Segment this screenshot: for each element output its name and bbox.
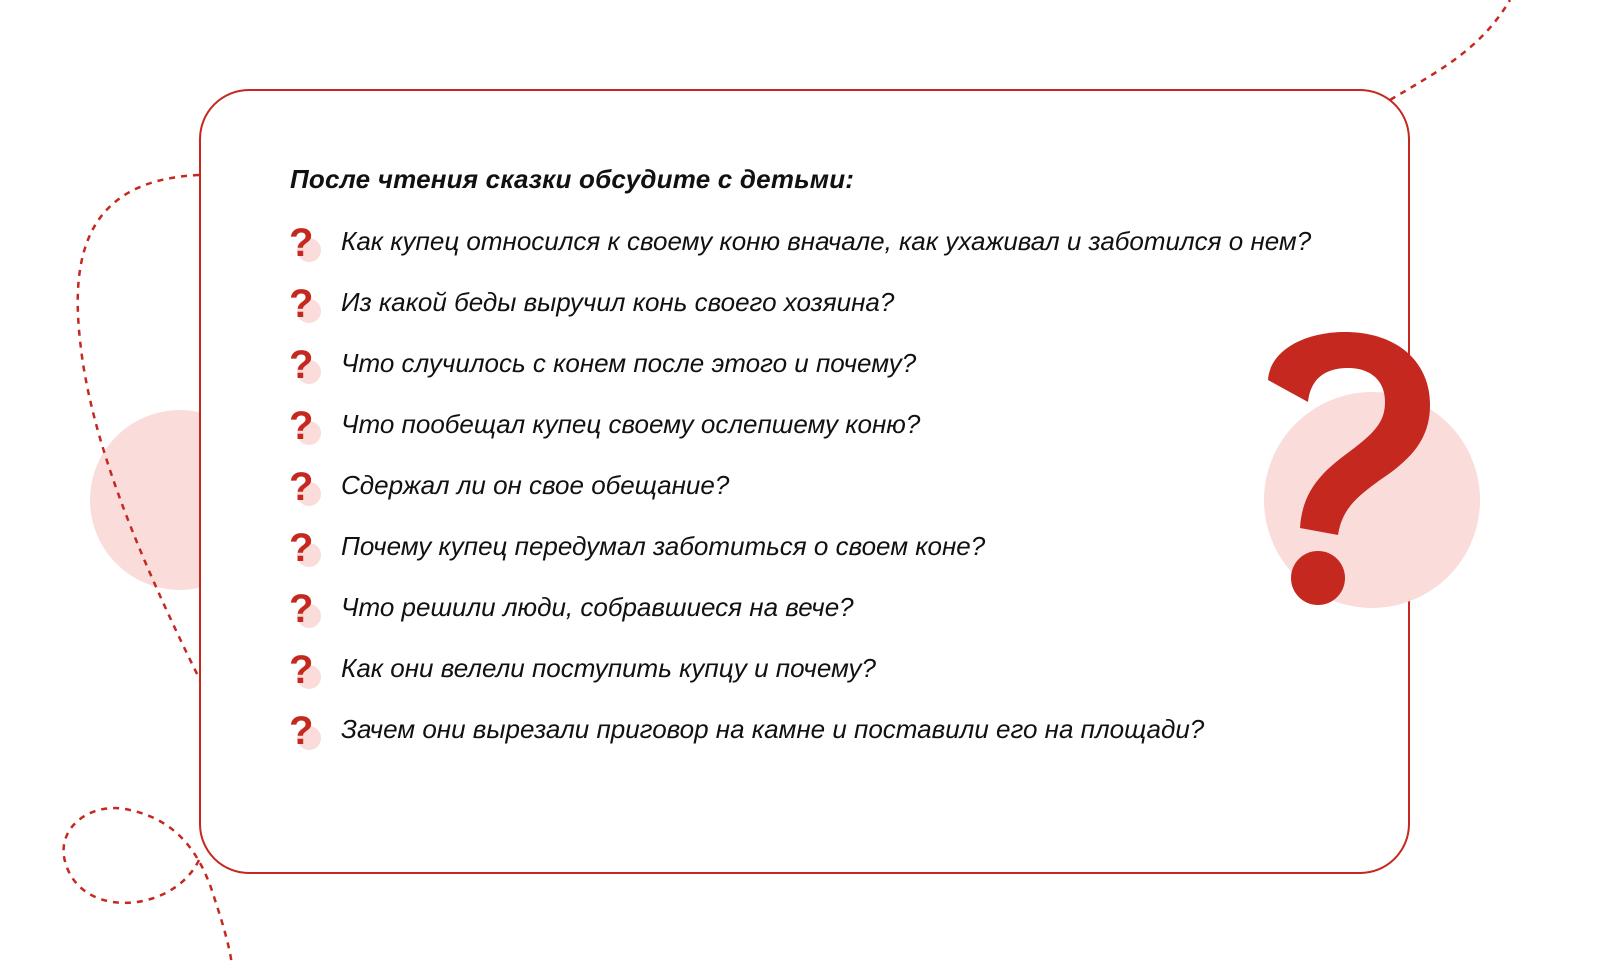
question-text: Как купец относился к своему коню вначале, как ухаживал и заботился о нем? xyxy=(341,226,1312,256)
dashed-line-top-right xyxy=(1390,0,1510,100)
list-item xyxy=(287,588,1337,631)
question-mark-icon xyxy=(287,588,321,632)
large-question-mark-icon xyxy=(1250,330,1480,620)
question-mark-icon xyxy=(287,527,321,571)
question-mark-icon xyxy=(287,283,321,327)
question-mark-icon xyxy=(287,344,321,388)
question-mark-icon xyxy=(287,222,321,266)
question-text: Сдержал ли он свое обещание? xyxy=(341,470,730,500)
svg-text:?: ? xyxy=(289,527,314,570)
svg-text:?: ? xyxy=(289,649,314,692)
question-text: Почему купец передумал заботиться о своем коне? xyxy=(341,531,986,561)
list-item xyxy=(287,466,1337,509)
question-mark-icon xyxy=(287,405,321,449)
svg-text:?: ? xyxy=(289,710,314,753)
svg-text:?: ? xyxy=(289,405,314,448)
list-item xyxy=(287,710,1337,753)
list-item xyxy=(287,649,1337,692)
question-text: Что случилось с конем после этого и почему? xyxy=(341,348,917,378)
list-item xyxy=(287,222,1337,265)
svg-text:?: ? xyxy=(289,283,314,326)
question-text: Что решили люди, собравшиеся на вече? xyxy=(341,592,854,622)
list-item xyxy=(287,283,1337,326)
list-item xyxy=(287,527,1337,570)
svg-text:?: ? xyxy=(289,344,314,387)
question-mark-icon xyxy=(287,466,321,510)
question-mark-icon xyxy=(287,710,321,754)
questions-list xyxy=(287,222,1337,774)
question-text: Что пообещал купец своему ослепшему коню? xyxy=(341,409,921,439)
question-mark-icon xyxy=(287,649,321,693)
svg-text:?: ? xyxy=(289,588,314,631)
list-item xyxy=(287,344,1337,387)
svg-text:?: ? xyxy=(289,222,314,265)
question-text: Зачем они вырезали приговор на камне и поставили его на площади? xyxy=(341,714,1205,744)
list-item xyxy=(287,405,1337,448)
question-text: Из какой беды выручил конь своего хозяина? xyxy=(341,287,895,317)
heading: После чтения сказки обсудите с детьми: xyxy=(290,164,855,194)
svg-text:?: ? xyxy=(289,466,314,509)
question-text: Как они велели поступить купцу и почему? xyxy=(341,653,876,683)
